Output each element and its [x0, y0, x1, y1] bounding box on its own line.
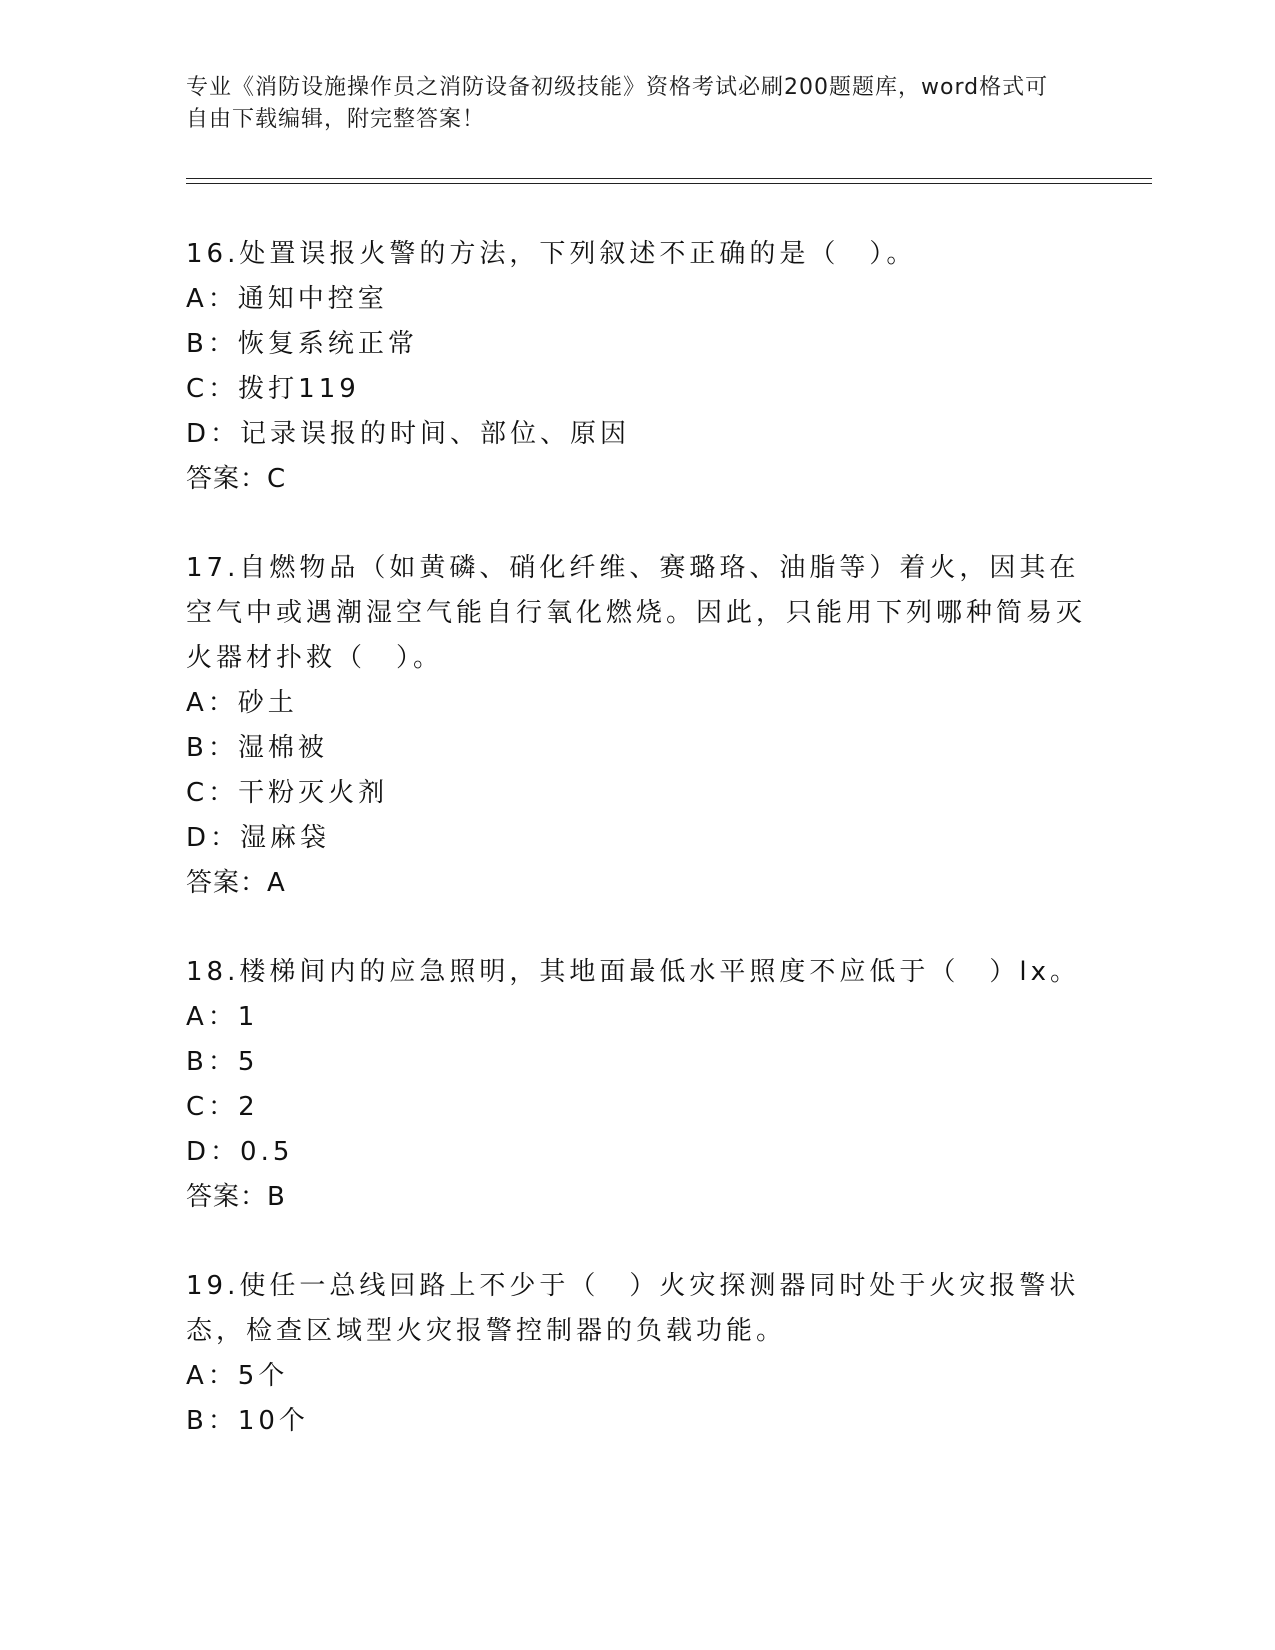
option-b: B：10个	[186, 1406, 309, 1436]
question-stem: 18.楼梯间内的应急照明，其地面最低水平照度不应低于（ ）lx。	[186, 957, 1080, 987]
question-stem: 19.使任一总线回路上不少于（ ）火灾探测器同时处于火灾报警状态，检查区域型火灾报警控制器的负载功能。	[186, 1271, 1080, 1346]
option-d: D：0.5	[186, 1137, 294, 1167]
question-list	[186, 232, 1086, 1488]
question-stem: 16.处置误报火警的方法，下列叙述不正确的是（ ）。	[186, 239, 917, 269]
answer-line: 答案：B	[186, 1182, 286, 1212]
document-header: 专业《消防设施操作员之消防设备初级技能》资格考试必刷200题题库，word格式可自由下载编辑，附完整答案！	[186, 75, 1049, 132]
option-a: A：砂土	[186, 688, 298, 718]
question-16	[186, 232, 1086, 502]
option-c: C：干粉灭火剂	[186, 778, 389, 808]
question-stem: 17.自燃物品（如黄磷、硝化纤维、赛璐珞、油脂等）着火，因其在空气中或遇潮湿空气能自行氧化燃烧。因此，只能用下列哪种简易灭火器材扑救（ ）。	[186, 553, 1087, 673]
option-b: B：湿棉被	[186, 733, 328, 763]
option-a: A：1	[186, 1002, 259, 1032]
answer-line: 答案：C	[186, 464, 287, 494]
option-a: A：通知中控室	[186, 284, 388, 314]
question-18	[186, 950, 1086, 1220]
header-divider-bottom	[186, 183, 1152, 184]
option-d: D：湿麻袋	[186, 823, 331, 853]
option-b: B：恢复系统正常	[186, 329, 418, 359]
answer-line: 答案：A	[186, 868, 286, 898]
header-divider-top	[186, 178, 1152, 179]
option-d: D：记录误报的时间、部位、原因	[186, 419, 631, 449]
question-17	[186, 546, 1086, 906]
question-19	[186, 1264, 1086, 1444]
option-c: C：拨打119	[186, 374, 360, 404]
option-c: C：2	[186, 1092, 259, 1122]
option-b: B：5	[186, 1047, 259, 1077]
option-a: A：5个	[186, 1361, 289, 1391]
